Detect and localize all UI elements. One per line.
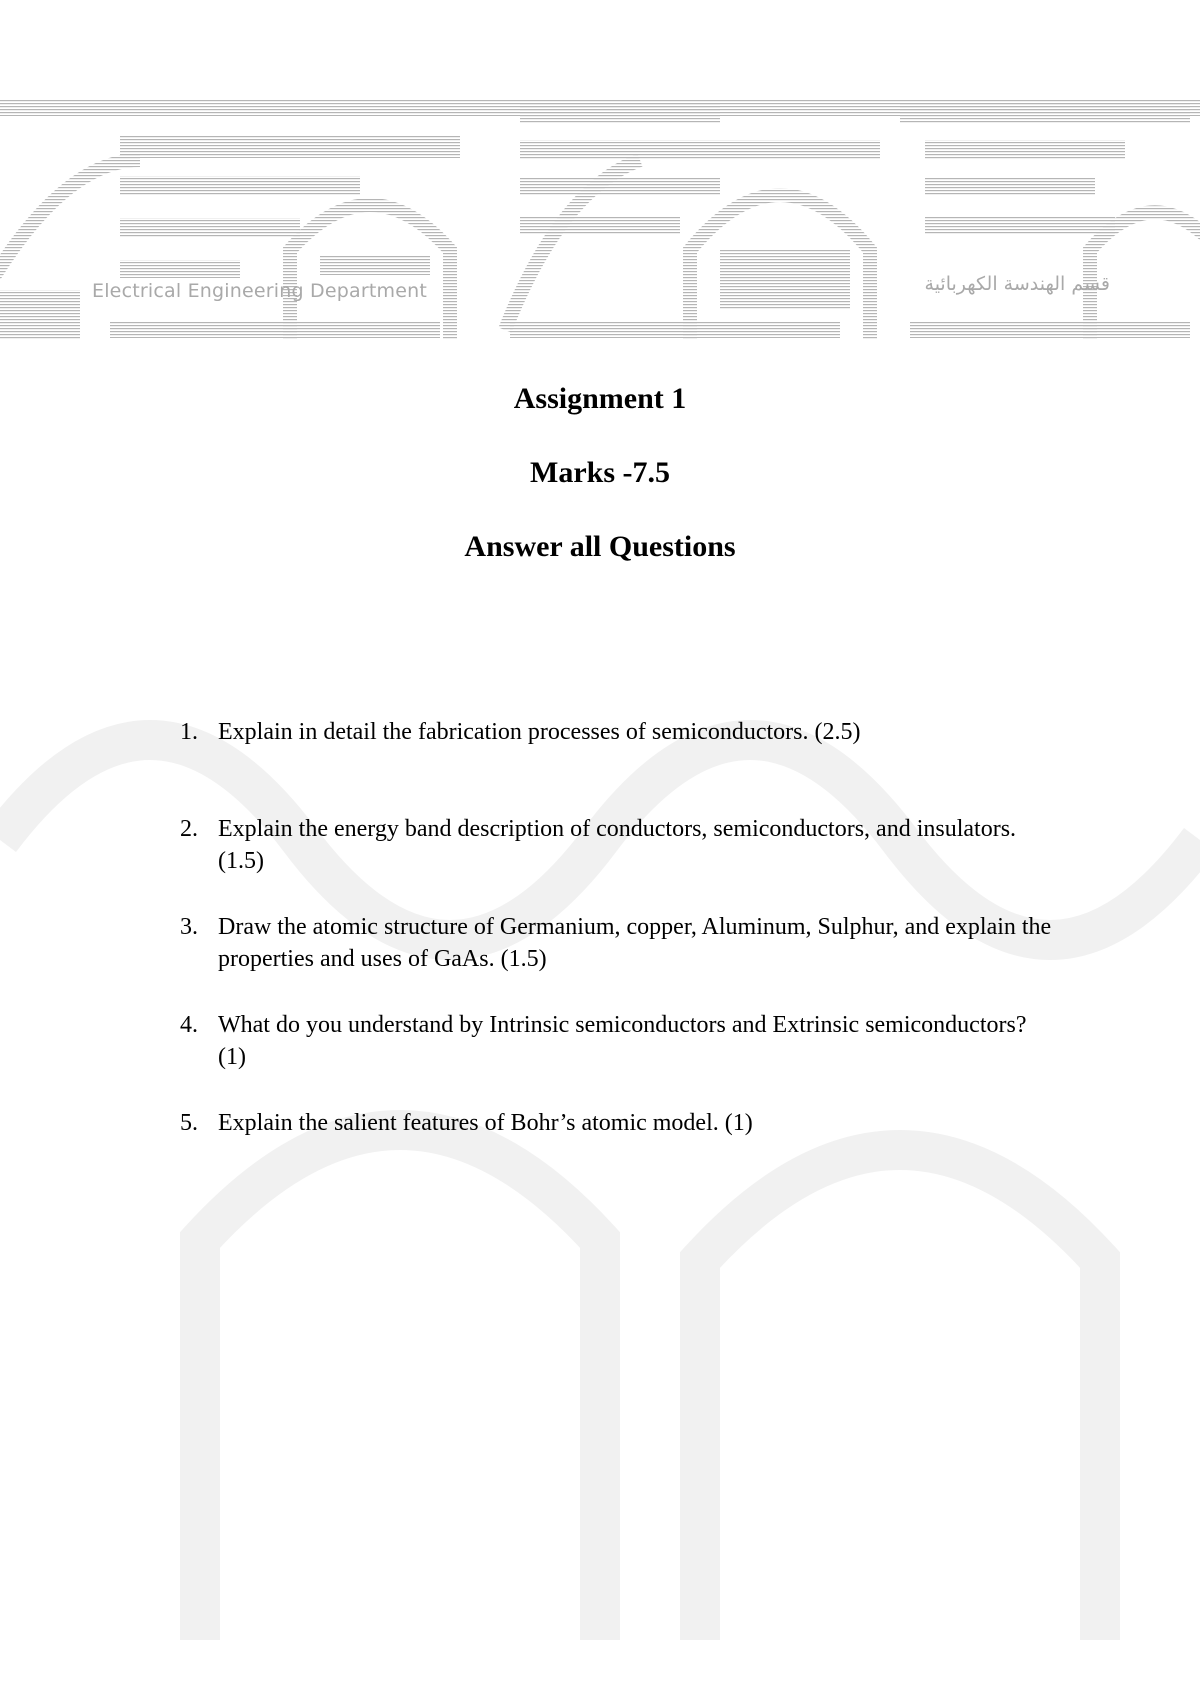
marks-heading: Marks -7.5 (530, 456, 670, 489)
question-number: 2. (180, 816, 198, 842)
question-list (180, 716, 1060, 1139)
question-text: Explain the energy band description of conductors, semiconductors, and insulators. (1.5) (218, 816, 1017, 874)
department-name-english: Electrical Engineering Department (92, 280, 427, 302)
letterhead-banner (0, 100, 1200, 348)
letterhead-pattern (0, 100, 1200, 348)
question-number: 1. (180, 719, 198, 745)
question-item (180, 1009, 1060, 1073)
question-text: Explain the salient features of Bohr’s atomic model. (1) (218, 1110, 753, 1136)
question-text: Explain in detail the fabrication processes of semiconductors. (2.5) (218, 719, 861, 745)
question-item (180, 1107, 1060, 1139)
question-item (180, 911, 1060, 975)
question-number: 4. (180, 1012, 198, 1038)
department-name-arabic: قسم الهندسة الكهربائية (924, 273, 1110, 295)
question-text: Draw the atomic structure of Germanium, copper, Aluminum, Sulphur, and explain the properties and uses of GaAs. (1.5) (218, 914, 1052, 972)
question-number: 5. (180, 1110, 198, 1136)
question-text: What do you understand by Intrinsic semiconductors and Extrinsic semiconductors? (1) (218, 1012, 1027, 1070)
question-item (180, 813, 1060, 877)
question-number: 3. (180, 914, 198, 940)
assignment-title: Assignment 1 (513, 382, 687, 415)
question-item (180, 716, 1060, 748)
instruction-heading: Answer all Questions (464, 530, 736, 563)
